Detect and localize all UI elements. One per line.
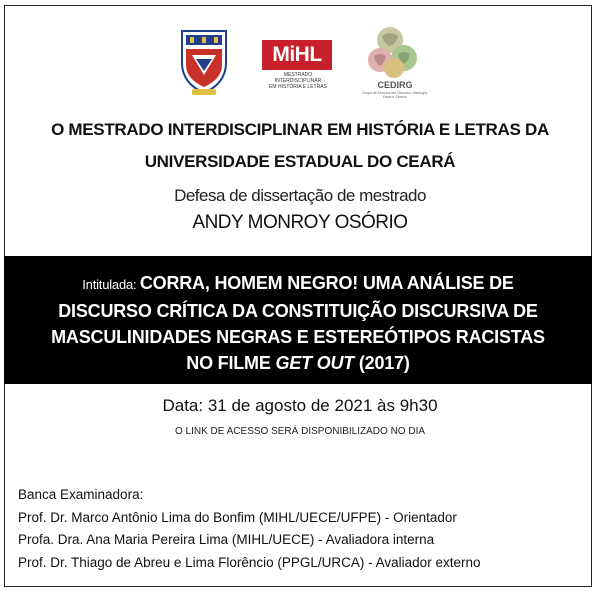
board-heading: Banca Examinadora: xyxy=(18,487,144,502)
title-band xyxy=(4,256,592,384)
uece-crest-logo xyxy=(178,25,230,97)
title-line-4-start: NO FILME xyxy=(186,353,276,373)
title-line-1 xyxy=(4,270,592,298)
cedirg-logo xyxy=(360,24,430,102)
board-member: Profa. Dra. Ana Maria Pereira Lima (MIHL/UECE) - Avaliadora interna xyxy=(18,532,435,547)
link-note: O LINK DE ACESSO SERÁ DISPONIBILIZADO NO DIA xyxy=(174,426,426,437)
cedirg-faces-icon xyxy=(360,24,430,80)
header-line-2: UNIVERSIDADE ESTADUAL DO CEARÁ xyxy=(144,152,456,171)
event-date: Data: 31 de agosto de 2021 às 9h30 xyxy=(162,396,438,415)
title-line-4-end: (2017) xyxy=(354,353,410,373)
title-prefix: Intitulada: xyxy=(82,277,140,292)
board-member: Prof. Dr. Marco Antônio Lima do Bonfim (MIHL/UECE/UFPE) - Orientador xyxy=(18,509,457,525)
title-line-2: DISCURSO CRÍTICA DA CONSTITUIÇÃO DISCURSIVA DE xyxy=(58,301,538,321)
mihl-logo-text: MiHL xyxy=(262,40,332,70)
examining-board xyxy=(18,484,588,574)
mihl-logo-subtitle-2: EM HISTÓRIA E LETRAS xyxy=(269,84,327,90)
film-name: GET OUT xyxy=(275,353,355,373)
author-name: ANDY MONROY OSÓRIO xyxy=(192,212,408,233)
title-line-3: MASCULINIDADES NEGRAS E ESTEREÓTIPOS RACISTAS xyxy=(51,327,545,347)
header-line-1: O MESTRADO INTERDISCIPLINAR EM HISTÓRIA E LETRAS DA xyxy=(51,120,549,139)
cedirg-logo-subtitle: Grupo de Estudos em Discurso, Ideologia, Raça e Gênero xyxy=(362,91,428,99)
defense-type: Defesa de dissertação de mestrado xyxy=(174,186,426,205)
board-member: Prof. Dr. Thiago de Abreu e Lima Florêncio (PPGL/URCA) - Avaliador externo xyxy=(18,554,481,570)
mihl-logo xyxy=(262,40,334,100)
mihl-logo-subtitle-1: MESTRADO INTERDISCIPLINAR xyxy=(274,72,322,84)
logo-row xyxy=(0,22,600,102)
title-text-1: CORRA, HOMEM NEGRO! UMA ANÁLISE DE xyxy=(139,273,514,293)
title-line-4 xyxy=(4,350,592,376)
cedirg-logo-text: CEDIRG xyxy=(377,80,413,90)
